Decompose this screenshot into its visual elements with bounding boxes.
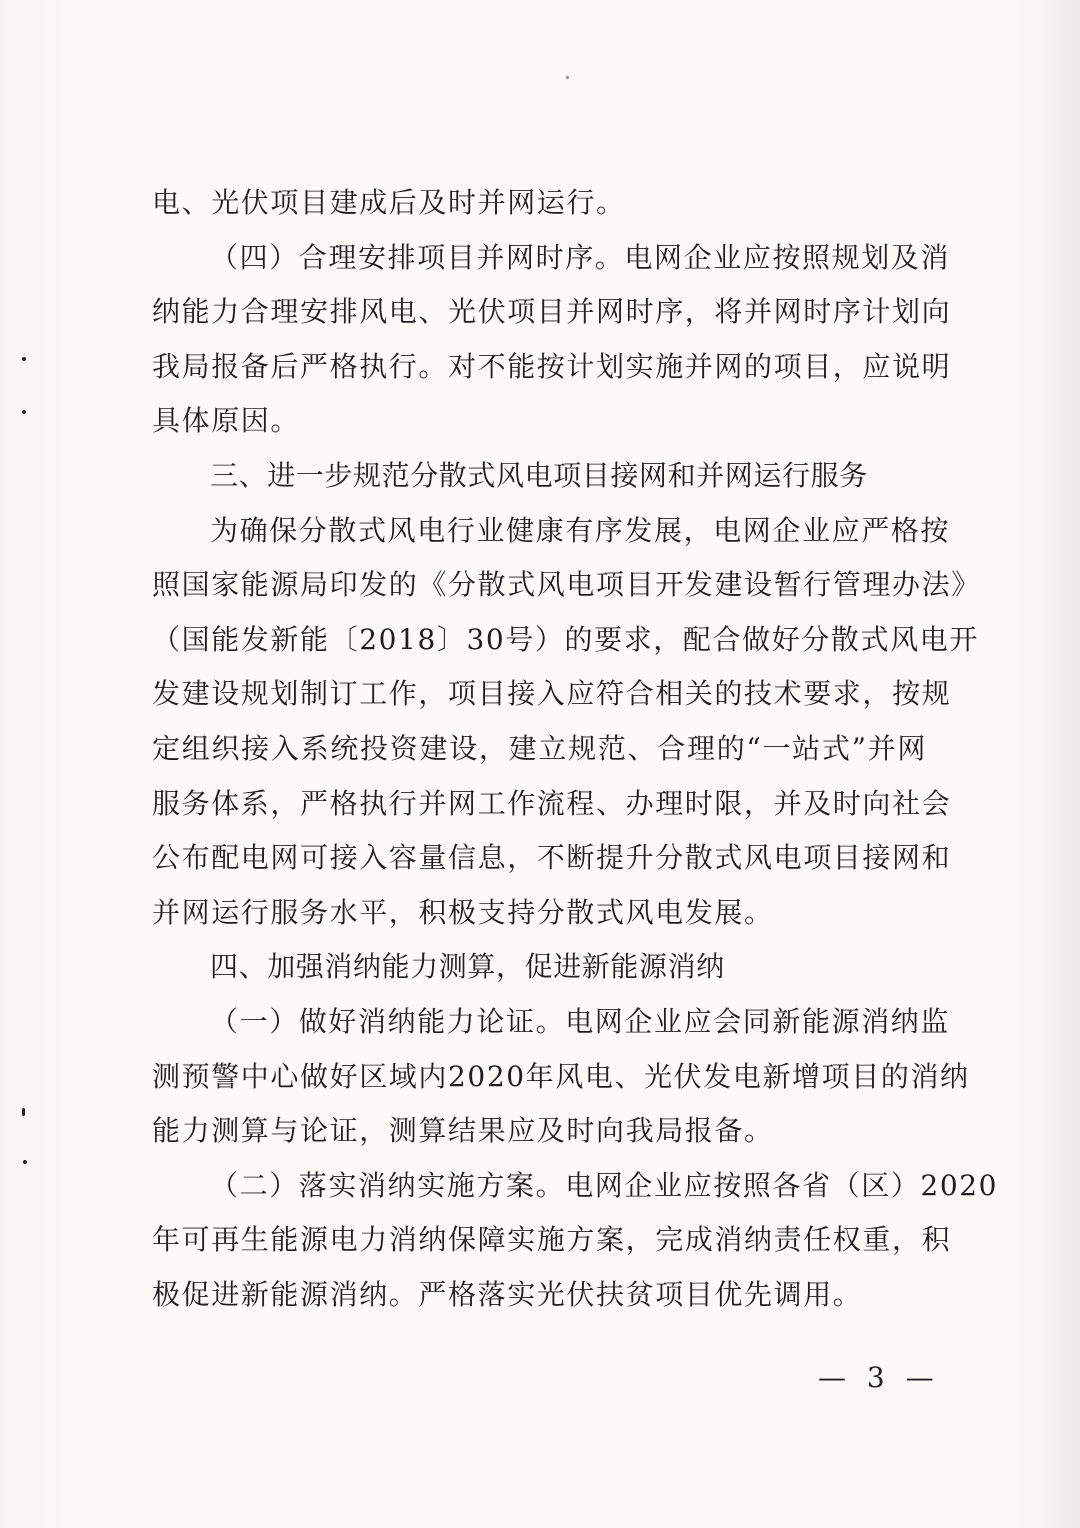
page-edge-shadow — [1040, 0, 1080, 1528]
paragraph-line: 具体原因。 — [152, 404, 301, 438]
scan-speck — [22, 410, 26, 414]
paragraph-line: 测预警中心做好区域内2020年风电、光伏发电新增项目的消纳 — [152, 1059, 970, 1093]
paragraph-line: 发建设规划制订工作，项目接入应符合相关的技术要求，按规 — [152, 677, 952, 711]
paragraph-line: （国能发新能〔2018〕30号）的要求，配合做好分散式风电开 — [152, 622, 979, 656]
scan-speck — [566, 76, 569, 79]
paragraph-line: 定组织接入系统投资建设，建立规范、合理的“一站式”并网 — [152, 731, 927, 765]
paragraph-line: （一）做好消纳能力论证。电网企业应会同新能源消纳监 — [210, 1004, 951, 1038]
paragraph-line: 电、光伏项目建成后及时并网运行。 — [152, 186, 626, 219]
paragraph-line: 我局报备后严格执行。对不能按计划实施并网的项目，应说明 — [152, 349, 952, 383]
paragraph-line: 纳能力合理安排风电、光伏项目并网时序，将并网时序计划向 — [152, 295, 952, 329]
section-heading-3: 三、进一步规范分散式风电项目接网和并网运行服务 — [210, 458, 868, 492]
paragraph-line: 年可再生能源电力消纳保障实施方案，完成消纳责任权重，积 — [152, 1223, 952, 1257]
page-number: — 3 — — [818, 1361, 940, 1394]
scan-speck — [23, 1160, 27, 1164]
paragraph-line: 服务体系，严格执行并网工作流程、办理时限，并及时向社会 — [152, 786, 952, 820]
paragraph-line: 公布配电网可接入容量信息，不断提升分散式风电项目接网和 — [152, 841, 952, 875]
paragraph-line: 能力测算与论证，测算结果应及时向我局报备。 — [152, 1114, 774, 1148]
paragraph-line: 照国家能源局印发的《分散式风电项目开发建设暂行管理办法》 — [152, 568, 981, 602]
paragraph-line: （四）合理安排项目并网时序。电网企业应按照规划及消 — [210, 240, 951, 274]
paragraph-line: 极促进新能源消纳。严格落实光伏扶贫项目优先调用。 — [152, 1277, 863, 1311]
paragraph-line: 为确保分散式风电行业健康有序发展，电网企业应严格按 — [210, 513, 951, 547]
document-body — [152, 176, 999, 1322]
section-heading-4: 四、加强消纳能力测算，促进新能源消纳 — [210, 950, 725, 984]
scan-speck — [22, 357, 26, 361]
paragraph-line: 并网运行服务水平，积极支持分散式风电发展。 — [152, 895, 774, 929]
paragraph-line: （二）落实消纳实施方案。电网企业应按照各省（区）2020 — [210, 1168, 999, 1202]
scan-speck — [22, 1108, 25, 1116]
